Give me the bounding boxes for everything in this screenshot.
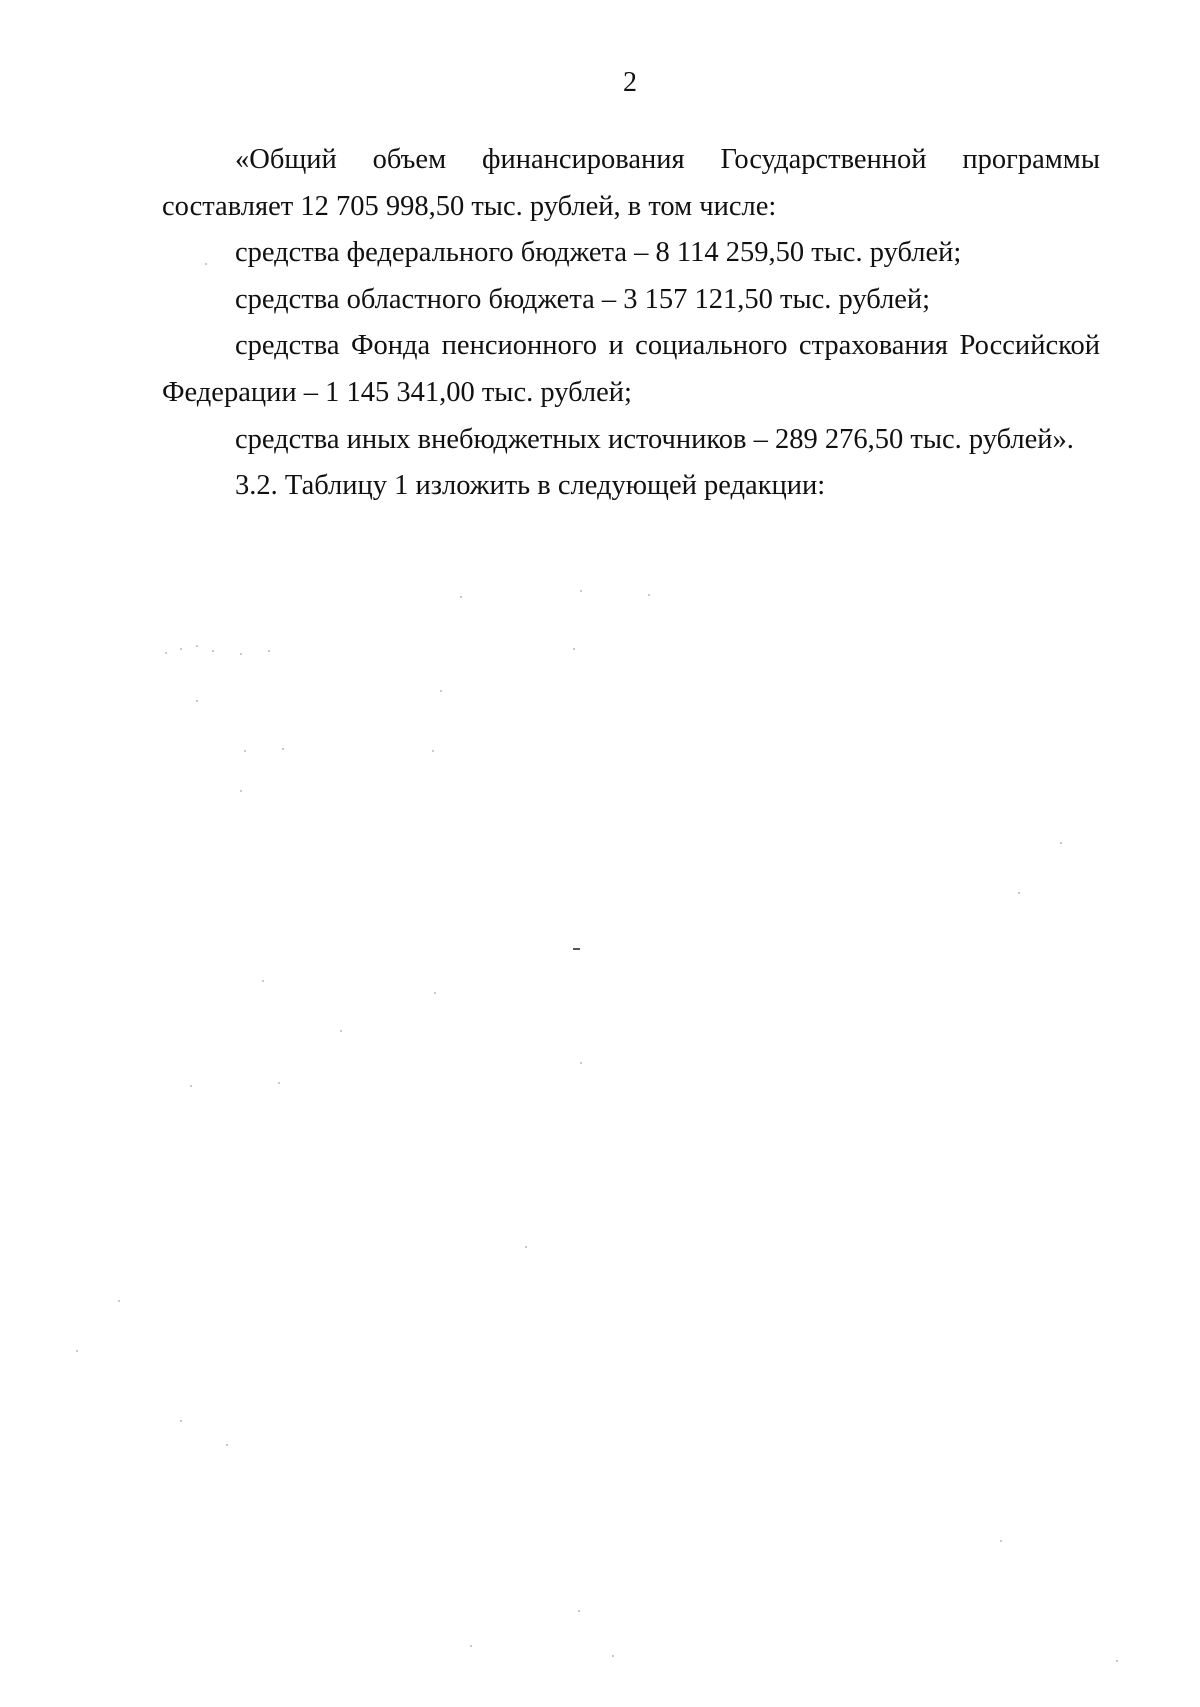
paragraph-total-funding: «Общий объем финансирования Государственной программы составляет 12 705 998,50 тыс. рублей, в том числе: — [162, 144, 1100, 222]
page-number: 2 — [623, 67, 637, 98]
paragraph-extrabudgetary-sources: средства иных внебюджетных источников – 289 276,50 тыс. рублей». — [235, 423, 1074, 455]
paragraph-table-amendment: 3.2. Таблицу 1 изложить в следующей редакции: — [235, 470, 826, 502]
paragraph-pension-fund: средства Фонда пенсионного и социального страхования Российской Федерации – 1 145 341,00 тыс. рублей; — [162, 330, 1100, 408]
document-body — [162, 137, 1100, 510]
paragraph-regional-budget: средства областного бюджета – 3 157 121,50 тыс. рублей; — [235, 283, 931, 315]
paragraph-federal-budget: средства федерального бюджета – 8 114 259,50 тыс. рублей; — [235, 237, 962, 269]
